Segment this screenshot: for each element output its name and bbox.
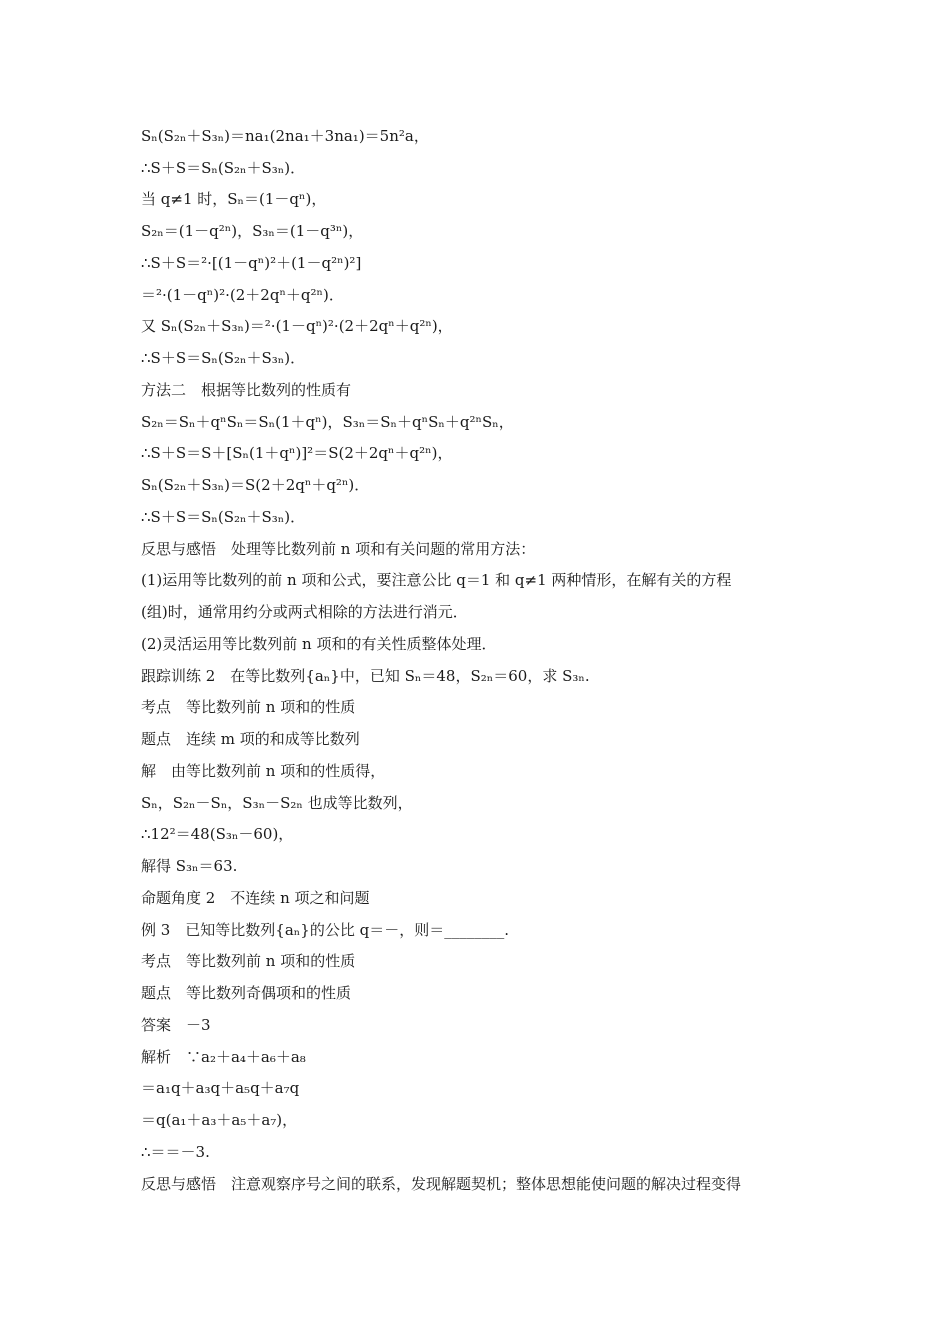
text-line: ∴＝＝－3. [141,1143,210,1161]
reflection-heading: 反思与感悟 注意观察序号之间的联系，发现解题契机；整体思想能使问题的解决过程变得 [141,1175,742,1193]
text-line: ＝a₁q＋a₃q＋a₅q＋a₇q [141,1079,300,1097]
text-line: ∴12²＝48(S₃ₙ－60)， [141,825,294,843]
example-heading: 例 3 已知等比数列{aₙ}的公比 q＝－，则＝________. [141,921,509,939]
text-line: 当 q≠1 时，Sₙ＝(1－qⁿ)， [141,190,327,208]
reflection-heading: 反思与感悟 处理等比数列前 n 项和有关问题的常用方法： [141,540,536,558]
text-line: 题点 连续 m 项的和成等比数列 [141,730,360,748]
text-line: ∴S＋S＝Sₙ(S₂ₙ＋S₃ₙ)． [141,349,306,367]
text-line: Sₙ(S₂ₙ＋S₃ₙ)＝S(2＋2qⁿ＋q²ⁿ)． [141,476,370,494]
text-line: ＝q(a₁＋a₃＋a₅＋a₇)， [141,1111,298,1129]
text-line: Sₙ(S₂ₙ＋S₃ₙ)＝na₁(2na₁＋3na₁)＝5n²a， [141,127,429,145]
text-line: 题点 等比数列奇偶项和的性质 [141,984,352,1002]
text-line: ＝²·(1－qⁿ)²·(2＋2qⁿ＋q²ⁿ)． [141,286,344,304]
text-line: ∴S＋S＝Sₙ(S₂ₙ＋S₃ₙ)． [141,159,306,177]
exercise-heading: 跟踪训练 2 在等比数列{aₙ}中，已知 Sₙ＝48，S₂ₙ＝60，求 S₃ₙ. [141,667,590,685]
text-line: ∴S＋S＝²·[(1－qⁿ)²＋(1－q²ⁿ)²] [141,254,362,272]
text-line: ∴S＋S＝Sₙ(S₂ₙ＋S₃ₙ)． [141,508,306,526]
method-heading: 方法二 根据等比数列的性质有 [141,381,352,399]
text-line: 考点 等比数列前 n 项和的性质 [141,952,356,970]
text-line: S₂ₙ＝Sₙ＋qⁿSₙ＝Sₙ(1＋qⁿ)，S₃ₙ＝Sₙ＋qⁿSₙ＋q²ⁿSₙ， [141,413,514,431]
section-heading: 命题角度 2 不连续 n 项之和问题 [141,889,370,907]
text-line: 解 由等比数列前 n 项和的性质得， [141,762,386,780]
text-line: 又 Sₙ(S₂ₙ＋S₃ₙ)＝²·(1－qⁿ)²·(2＋2qⁿ＋q²ⁿ)， [141,317,453,335]
text-line: Sₙ，S₂ₙ－Sₙ，S₃ₙ－S₂ₙ 也成等比数列， [141,794,413,812]
answer-line: 答案 －3 [141,1016,211,1034]
text-line: 解得 S₃ₙ＝63. [141,857,238,875]
text-line: ∴S＋S＝S＋[Sₙ(1＋qⁿ)]²＝S(2＋2qⁿ＋q²ⁿ)， [141,444,453,462]
text-line: 考点 等比数列前 n 项和的性质 [141,698,356,716]
text-line: (2)灵活运用等比数列前 n 项和的有关性质整体处理． [141,635,497,653]
text-line: S₂ₙ＝(1－q²ⁿ)，S₃ₙ＝(1－q³ⁿ)， [141,222,364,240]
text-line: (组)时，通常用约分或两式相除的方法进行消元． [141,603,468,621]
text-line: (1)运用等比数列的前 n 项和公式，要注意公比 q＝1 和 q≠1 两种情形，在解有关的方程 [141,571,732,589]
text-line: 解析 ∵a₂＋a₄＋a₆＋a₈ [141,1048,306,1066]
